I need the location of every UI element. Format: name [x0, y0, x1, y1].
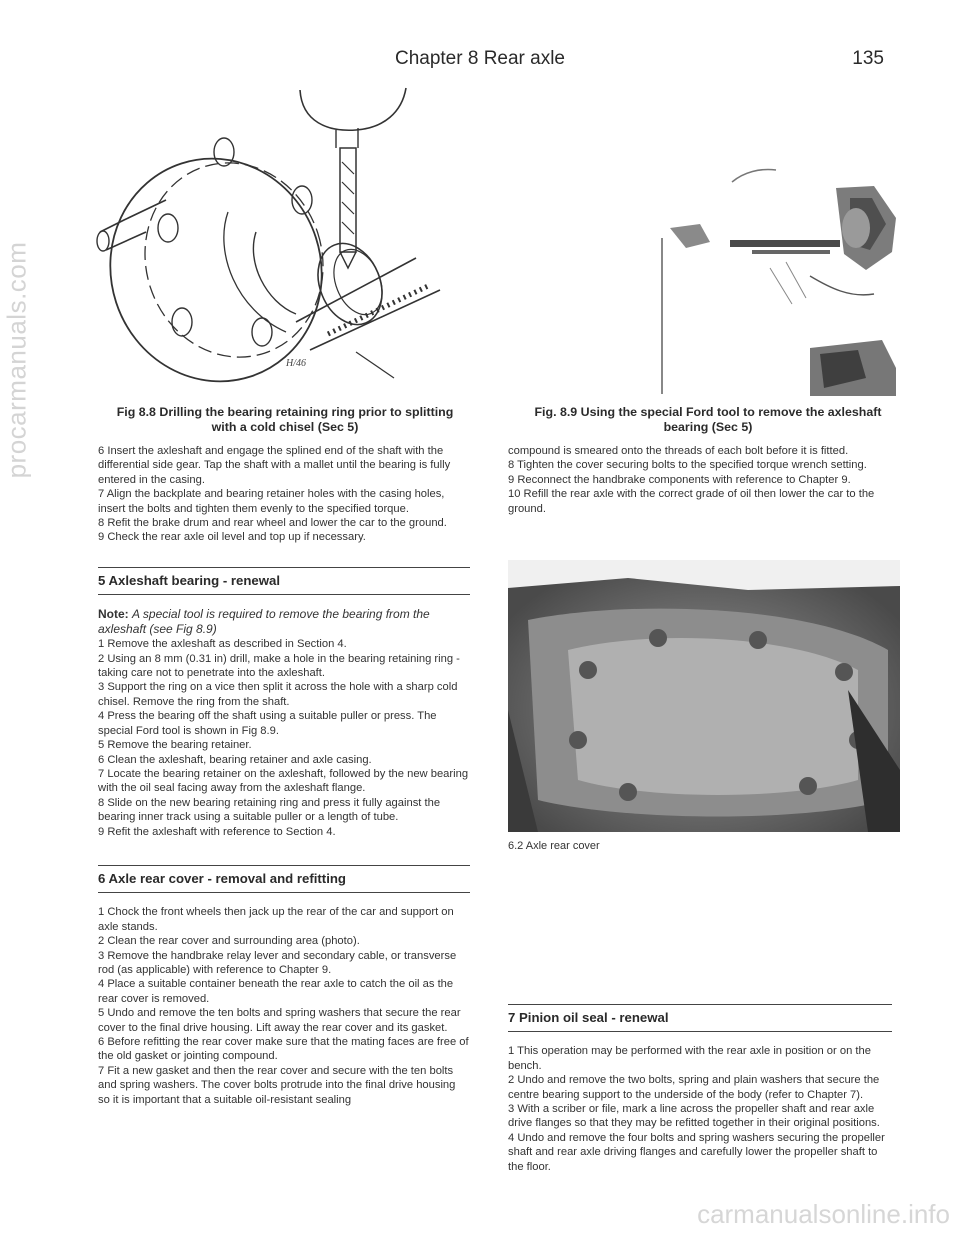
watermark-left-text: procarmanuals.com — [1, 241, 32, 479]
section-rule — [98, 865, 470, 866]
paragraph: 3 Support the ring on a vice then split it across the hole with a sharp cold chisel. Remove the ring from the shaft. — [98, 681, 458, 708]
paragraph: 6 Clean the axleshaft, bearing retainer and axle casing. — [98, 753, 372, 766]
paragraph: 3 With a scriber or file, mark a line across the propeller shaft and rear axle drive flanges so that they may be refitted together in their original positions. — [508, 1103, 880, 1130]
paragraph: 5 Undo and remove the ten bolts and spring washers that secure the rear cover to the final drive housing. Lift away the rear cover and its gasket. — [98, 1007, 461, 1034]
paragraph: 7 Align the backplate and bearing retainer holes with the casing holes, insert the bolts and tighten them evenly to the specified torque. — [98, 488, 445, 515]
watermark-bottom: carmanualsonline.info — [697, 1199, 950, 1229]
fig-8-8-tag: H/46 — [286, 358, 306, 369]
section-rule — [98, 594, 470, 595]
paragraph: 6 Insert the axleshaft and engage the splined end of the shaft with the differential side gear. Tap the shaft with a mallet until the bearing is fully entered in the casing. — [98, 445, 451, 486]
paragraph: 3 Remove the handbrake relay lever and secondary cable, or transverse rod (as applicable) with reference to Chapter 9. — [98, 949, 457, 976]
paragraph: 2 Undo and remove the two bolts, spring and plain washers that secure the centre bearing support to the underside of the body (refer to Chapter 7). — [508, 1074, 880, 1101]
section-5-heading: 5 Axleshaft bearing - renewal — [98, 572, 280, 588]
paragraph: 8 Slide on the new bearing retaining ring and press it fully against the bearing inner track using a suitable puller or a length of tube. — [98, 796, 441, 824]
paragraph: 1 Chock the front wheels then jack up the rear of the car and support on axle stands. — [98, 906, 454, 933]
fig-8-9-illustration — [660, 158, 900, 396]
section-rule — [508, 1004, 892, 1005]
left-column — [98, 444, 470, 1107]
section-7-heading: 7 Pinion oil seal - renewal — [508, 1010, 669, 1025]
paragraph: 8 Tighten the cover securing bolts to the specified torque wrench setting. — [508, 459, 867, 472]
watermark-left — [2, 60, 32, 660]
paragraph: 2 Clean the rear cover and surrounding area (photo). — [98, 935, 360, 948]
section-rule — [98, 567, 470, 568]
photo-axle-rear-cover — [508, 560, 900, 832]
section-6-heading: 6 Axle rear cover - removal and refitting — [98, 870, 346, 886]
paragraph: 10 Refill the rear axle with the correct grade of oil then lower the car to the ground. — [508, 488, 875, 515]
fig-8-8-caption: Fig 8.8 Drilling the bearing retaining ring prior to splitting with a cold chisel (Sec 5) — [116, 405, 454, 434]
paragraph: 9 Check the rear axle oil level and top up if necessary. — [98, 531, 366, 544]
paragraph: 7 Locate the bearing retainer on the axleshaft, followed by the new bearing with the oil seal facing away from the axleshaft flange. — [98, 767, 469, 795]
paragraph: 4 Press the bearing off the shaft using a suitable puller or press. The special Ford tool is shown in Fig 8.9. — [98, 710, 437, 737]
paragraph: 6 Before refitting the rear cover make sure that the mating faces are free of the old gasket or jointing compound. — [98, 1036, 469, 1063]
section-rule — [98, 892, 470, 893]
page-number: 135 — [852, 48, 884, 69]
paragraph: 7 Fit a new gasket and then the rear cover and secure with the ten bolts and spring washers. The cover bolts protrude into the final drive housing so it is important that a suitable oil-resistant sealing — [98, 1064, 456, 1106]
photo-axle-rear-cover-image — [508, 560, 900, 832]
fig-8-8-illustration — [96, 82, 456, 392]
paragraph: 9 Refit the axleshaft with reference to Section 4. — [98, 825, 336, 838]
note-text: A special tool is required to remove the bearing from the axleshaft (see Fig 8.9) — [98, 607, 430, 637]
right-column-top — [508, 444, 892, 516]
paragraph: 8 Refit the brake drum and rear wheel and lower the car to the ground. — [98, 517, 447, 530]
section-rule — [508, 1031, 892, 1032]
right-column-bottom — [508, 1004, 892, 1174]
paragraph: 5 Remove the bearing retainer. — [98, 739, 252, 752]
photo-6-2-caption: 6.2 Axle rear cover — [508, 840, 600, 852]
fig-8-9-caption: Fig. 8.9 Using the special Ford tool to remove the axleshaft bearing (Sec 5) — [534, 405, 882, 434]
paragraph: 9 Reconnect the handbrake components with reference to Chapter 9. — [508, 473, 851, 486]
chapter-title: Chapter 8 Rear axle — [394, 48, 566, 69]
note-label: Note: — [98, 607, 129, 622]
paragraph: compound is smeared onto the threads of each bolt before it is fitted. — [508, 445, 849, 457]
section-5-note — [98, 607, 470, 637]
paragraph: 2 Using an 8 mm (0.31 in) drill, make a hole in the bearing retaining ring - taking care not to penetrate into the axleshaft. — [98, 652, 460, 680]
paragraph: 1 Remove the axleshaft as described in Section 4. — [98, 638, 347, 651]
paragraph: 1 This operation may be performed with the rear axle in position or on the bench. — [508, 1045, 871, 1072]
paragraph: 4 Place a suitable container beneath the rear axle to catch the oil as the rear cover is removed. — [98, 978, 454, 1005]
paragraph: 4 Undo and remove the four bolts and spring washers securing the propeller shaft and rear axle driving flanges and carefully lower the propeller shaft to the floor. — [508, 1131, 885, 1173]
